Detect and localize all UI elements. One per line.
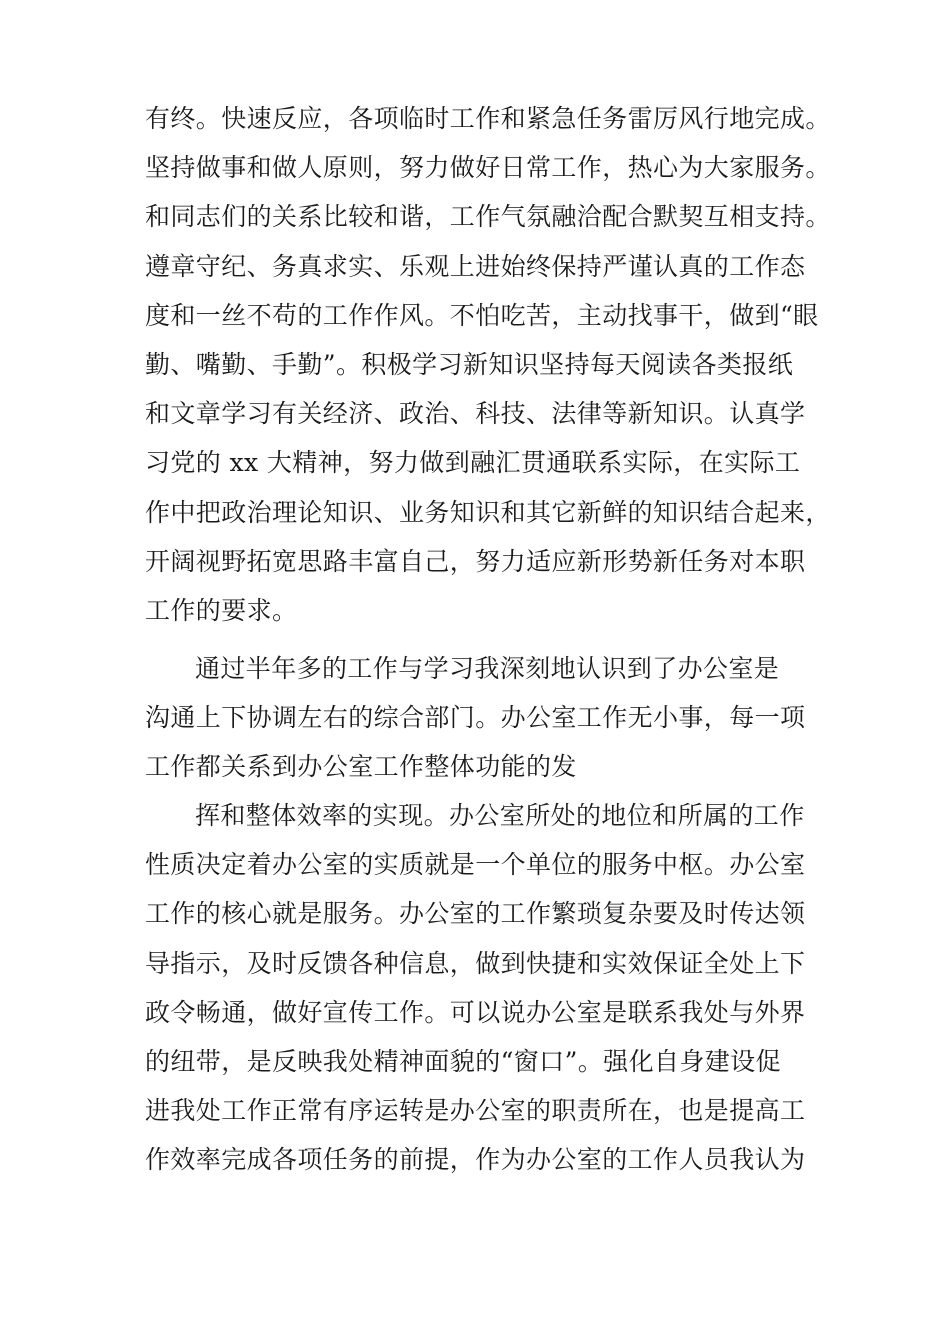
text-line: 政令畅通，做好宣传工作。可以说办公室是联系我处与外界 (145, 997, 806, 1027)
text-line: 勤、嘴勤、手勤”。积极学习新知识坚持每天阅读各类报纸 (145, 349, 794, 379)
text-line: 遵章守纪、务真求实、乐观上进始终保持严谨认真的工作态 (145, 251, 806, 281)
text-line: 工作的要求。 (145, 595, 298, 625)
text-line: 工作都关系到办公室工作整体功能的发 (145, 752, 577, 782)
text-line: 作效率完成各项任务的前提，作为办公室的工作人员我认为 (145, 1145, 806, 1175)
text-line: 作中把政治理论知识、业务知识和其它新鲜的知识结合起来， (145, 497, 831, 527)
text-line: 和同志们的关系比较和谐，工作气氛融洽配合默契互相支持。 (145, 202, 831, 232)
text-line: 性质决定着办公室的实质就是一个单位的服务中枢。办公室 (145, 850, 806, 880)
text-line: 有终。快速反应，各项临时工作和紧急任务雷厉风行地完成。 (145, 104, 831, 133)
text-line: 沟通上下协调左右的综合部门。办公室工作无小事，每一项 (145, 703, 806, 733)
text-line: 习党的 xx 大精神，努力做到融汇贯通联系实际，在实际工 (145, 448, 801, 478)
text-line: 导指示，及时反馈各种信息，做到快捷和实效保证全处上下 (145, 948, 806, 978)
text-line: 和文章学习有关经济、政治、科技、法律等新知识。认真学 (145, 399, 806, 429)
text-line: 开阔视野拓宽思路丰富自己，努力适应新形势新任务对本职 (145, 546, 806, 576)
paragraph-1 (145, 94, 835, 635)
text-line: 坚持做事和做人原则，努力做好日常工作，热心为大家服务。 (145, 153, 831, 183)
paragraph-3 (145, 791, 835, 1185)
text-line: 度和一丝不苟的工作作风。不怕吃苦，主动找事干，做到“眼 (145, 300, 819, 330)
text-line: 工作的核心就是服务。办公室的工作繁琐复杂要及时传达领 (145, 899, 806, 929)
paragraph-2 (145, 644, 835, 792)
text-line: 通过半年多的工作与学习我深刻地认识到了办公室是 (195, 654, 780, 683)
text-line: 进我处工作正常有序运转是办公室的职责所在，也是提高工 (145, 1096, 806, 1126)
text-line: 的纽带，是反映我处精神面貌的“窗口”。强化自身建设促 (145, 1046, 781, 1076)
text-line: 挥和整体效率的实现。办公室所处的地位和所属的工作 (195, 801, 805, 830)
